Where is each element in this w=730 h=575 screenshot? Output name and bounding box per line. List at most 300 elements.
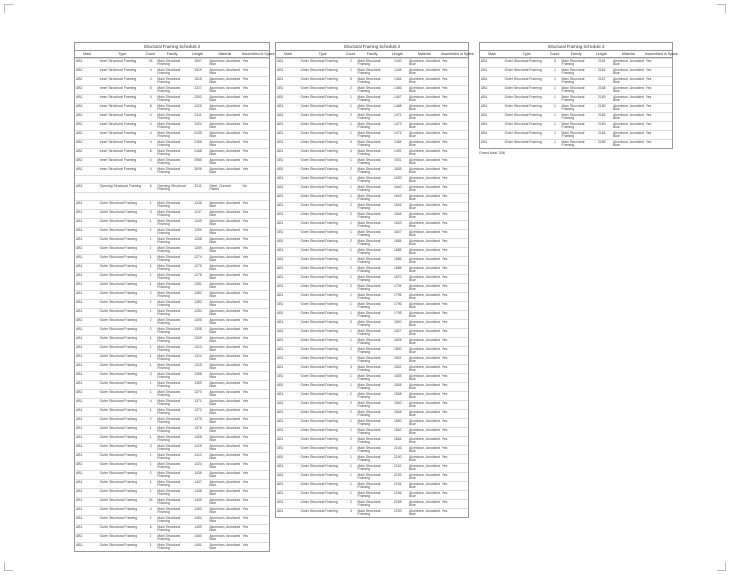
cell-type: Outer Structural Framing xyxy=(99,326,137,331)
cell-count: 1 xyxy=(349,103,352,108)
cell-mark: AB1 xyxy=(481,85,488,90)
cell-length: 1798 xyxy=(393,310,402,315)
table-row xyxy=(276,184,468,193)
cell-count: 2 xyxy=(149,317,152,322)
cell-count: 1 xyxy=(349,157,352,162)
cell-length: 1376 xyxy=(194,425,202,430)
cell-count: 1 xyxy=(349,427,352,432)
cell-mark: AB1 xyxy=(481,103,488,108)
cell-assembled: Yes xyxy=(242,209,249,214)
cell-length: 2167 xyxy=(597,76,606,81)
cell-family: Main Structural Framing xyxy=(157,407,181,416)
cell-material: Aluminum, Anodized Blue xyxy=(209,515,241,524)
cell-length: 1275 xyxy=(194,263,202,268)
cell-assembled: Yes xyxy=(645,121,652,126)
cell-length: 1688 xyxy=(393,265,402,270)
cell-type: Outer Structural Framing xyxy=(99,362,137,367)
table-row xyxy=(276,490,468,499)
cell-material: Aluminum, Anodized Blue xyxy=(409,76,440,85)
table-row xyxy=(75,183,269,192)
cell-material: Aluminum, Anodized Blue xyxy=(209,236,241,245)
cell-length: 1309 xyxy=(194,335,202,340)
cell-mark: AB1 xyxy=(277,382,284,387)
cell-type: Outer Structural Framing xyxy=(99,488,137,493)
cell-material: Aluminum, Anodized Blue xyxy=(613,76,644,85)
cell-assembled: Yes xyxy=(441,283,448,288)
cell-family: Main Structural Framing xyxy=(157,443,181,452)
table-row xyxy=(75,515,269,524)
cell-family: Main Structural Framing xyxy=(357,328,381,337)
cell-material: Aluminum, Anodized Blue xyxy=(209,85,241,94)
cell-family: Main Structural Framing xyxy=(157,254,181,263)
cell-material: Aluminum, Anodized Blue xyxy=(409,94,440,103)
header-length: Length xyxy=(595,52,607,56)
cell-mark: AB2 xyxy=(76,139,83,144)
cell-type: Outer Structural Framing xyxy=(300,112,338,117)
cell-assembled: Yes xyxy=(441,463,448,468)
cell-family: Main Structural Framing xyxy=(157,353,181,362)
cell-length: 1519 xyxy=(194,67,202,72)
table-row xyxy=(276,103,468,112)
cell-length: 1531 xyxy=(393,157,402,162)
cell-count: 1 xyxy=(553,112,556,117)
cell-length: 2184 xyxy=(597,130,606,135)
cell-type: Outer Structural Framing xyxy=(300,337,338,342)
cell-family: Main Structural Framing xyxy=(157,362,181,371)
cell-count: 1 xyxy=(349,220,352,225)
cell-mark: AB1 xyxy=(76,479,83,484)
cell-type: Outer Structural Framing xyxy=(99,425,137,430)
cell-material: Aluminum, Anodized Blue xyxy=(613,121,644,130)
cell-type xyxy=(99,177,145,184)
cell-mark: AB1 xyxy=(277,355,284,360)
cell-material: Aluminum, Anodized Blue xyxy=(209,254,241,263)
cell-family: Main Structural Framing xyxy=(357,400,381,409)
cell-family: Main Structural Framing xyxy=(157,67,181,76)
cell-assembled: Yes xyxy=(441,427,448,432)
cell-material: Aluminum, Anodized Blue xyxy=(613,85,644,94)
cell-family: Main Structural Framing xyxy=(157,434,181,443)
cell-length: 1831 xyxy=(393,355,402,360)
cell-count: 2 xyxy=(149,326,152,331)
cell-count: 1 xyxy=(149,488,152,493)
cell-type: Outer Structural Framing xyxy=(300,58,338,63)
table-row xyxy=(75,157,269,166)
cell-mark: AB1 xyxy=(277,139,284,144)
cell-count: 3 xyxy=(349,508,352,513)
cell-type: Inner Structural Framing xyxy=(99,94,137,99)
cell-count: 2 xyxy=(349,436,352,441)
cell-type: Outer Structural Framing xyxy=(99,470,137,475)
cell-assembled: Yes xyxy=(441,157,448,162)
cell-assembled: Yes xyxy=(242,326,249,331)
cell-material: Aluminum, Anodized Blue xyxy=(409,85,440,94)
cell-type: Outer Structural Framing xyxy=(300,76,338,81)
cell-length: 2435 xyxy=(194,130,202,135)
cell-assembled: Yes xyxy=(645,85,652,90)
cell-mark: AB1 xyxy=(277,292,284,297)
cell-count: 1 xyxy=(349,121,352,126)
cell-count: 5 xyxy=(349,76,352,81)
cell-type: Outer Structural Framing xyxy=(300,427,338,432)
cell-type: Outer Structural Framing xyxy=(99,209,137,214)
table-row xyxy=(480,121,672,130)
cell-material: Aluminum, Anodized Blue xyxy=(209,398,241,407)
cell-type: Outer Structural Framing xyxy=(300,508,338,513)
cell-count: 1 xyxy=(149,425,152,430)
cell-material: Aluminum, Anodized Blue xyxy=(409,319,440,328)
cell-type: Outer Structural Framing xyxy=(300,364,338,369)
cell-type: Outer Structural Framing xyxy=(300,454,338,459)
table-row xyxy=(276,58,468,67)
cell-mark: AB1 xyxy=(277,148,284,153)
cell-type: Outer Structural Framing xyxy=(99,263,137,268)
cell-type: Outer Structural Framing xyxy=(300,274,338,279)
cell-length: 1796 xyxy=(393,301,402,306)
cell-mark: AB1 xyxy=(277,220,284,225)
crop-mark-bottom-left xyxy=(4,562,13,571)
cell-family: Main Structural Framing xyxy=(157,389,181,398)
cell-assembled: Yes xyxy=(441,202,448,207)
cell-family xyxy=(156,177,187,184)
cell-family: Main Structural Framing xyxy=(157,103,181,112)
cell-count: 1 xyxy=(349,184,352,189)
cell-count: 1 xyxy=(553,103,556,108)
table-row xyxy=(75,443,269,452)
cell-count: 1 xyxy=(553,76,556,81)
cell-family: Main Structural Framing xyxy=(157,290,181,299)
cell-mark: AB1 xyxy=(76,488,83,493)
cell-mark: AB1 xyxy=(277,337,284,342)
cell-type: Outer Structural Framing xyxy=(504,130,542,135)
cell-family: Main Structural Framing xyxy=(357,481,381,490)
cell-family: Main Structural Framing xyxy=(357,319,381,328)
table-row xyxy=(276,94,468,103)
cell-count: 4 xyxy=(149,506,152,511)
cell-family: Main Structural Framing xyxy=(357,265,381,274)
cell-material: Aluminum, Anodized Blue xyxy=(209,67,241,76)
cell-assembled: Yes xyxy=(242,416,249,421)
cell-assembled: No xyxy=(242,183,247,188)
cell-assembled: Yes xyxy=(441,148,448,153)
cell-assembled: Yes xyxy=(441,184,448,189)
cell-assembled: Yes xyxy=(242,515,249,520)
cell-mark: AB1 xyxy=(76,461,83,466)
header-material: Material xyxy=(417,52,431,56)
cell-mark: AB2 xyxy=(76,94,83,99)
cell-assembled: Yes xyxy=(441,139,448,144)
cell-assembled: Yes xyxy=(242,470,249,475)
cell-family: Main Structural Framing xyxy=(357,463,381,472)
cell-count: 4 xyxy=(149,157,152,162)
cell-type: Outer Structural Framing xyxy=(300,481,338,486)
cell-mark: AB1 xyxy=(76,227,83,232)
table-row xyxy=(276,400,468,409)
cell-mark: AB1 xyxy=(76,398,83,403)
cell-count: 1 xyxy=(149,335,152,340)
cell-assembled: Yes xyxy=(242,506,249,511)
cell-type: Outer Structural Framing xyxy=(99,443,137,448)
cell-assembled: Yes xyxy=(242,380,249,385)
cell-count: 1 xyxy=(149,461,152,466)
cell-assembled: Yes xyxy=(645,130,652,135)
cell-count: 24 xyxy=(148,58,153,63)
cell-material: Aluminum, Anodized Blue xyxy=(409,355,440,364)
cell-material: Aluminum, Anodized Blue xyxy=(409,373,440,382)
cell-length: 1492 xyxy=(393,148,402,153)
cell-type: Outer Structural Framing xyxy=(300,184,338,189)
cell-assembled: Yes xyxy=(441,85,448,90)
cell-mark: AB1 xyxy=(277,112,284,117)
cell-type: Outer Structural Framing xyxy=(300,211,338,216)
cell-mark: AB1 xyxy=(76,353,83,358)
cell-mark: AB2 xyxy=(76,166,83,171)
cell-count: 4 xyxy=(149,139,152,144)
cell-length: 1838 xyxy=(393,391,402,396)
cell-length: 1646 xyxy=(393,211,402,216)
cell-type: Outer Structural Framing xyxy=(300,220,338,225)
cell-length: 1461 xyxy=(194,542,202,547)
cell-material: Aluminum, Anodized Blue xyxy=(409,130,440,139)
cell-assembled: Yes xyxy=(242,200,249,205)
cell-type: Outer Structural Framing xyxy=(504,112,542,117)
header-length: Length xyxy=(191,52,203,56)
cell-type: Outer Structural Framing xyxy=(99,515,137,520)
header-mark: Mark xyxy=(83,52,92,56)
cell-type: Outer Structural Framing xyxy=(300,346,338,351)
table-row xyxy=(276,319,468,328)
cell-assembled: Yes xyxy=(242,166,249,171)
cell-length: 1424 xyxy=(194,461,202,466)
cell-count: 2 xyxy=(349,85,352,90)
cell-type: Outer Structural Framing xyxy=(99,200,137,205)
cell-type: Outer Structural Framing xyxy=(300,139,338,144)
cell-length: 1454 xyxy=(393,76,402,81)
cell-material: Aluminum, Anodized Blue xyxy=(209,362,241,371)
cell-family: Main Structural Framing xyxy=(157,371,181,380)
cell-assembled xyxy=(242,194,269,201)
cell-count: 1 xyxy=(553,85,556,90)
cell-type xyxy=(99,194,145,201)
cell-material: Aluminum, Anodized Blue xyxy=(409,148,440,157)
cell-material: Aluminum, Anodized Blue xyxy=(209,524,241,533)
cell-count: 1 xyxy=(349,454,352,459)
spacer-row xyxy=(75,175,269,183)
cell-type: Outer Structural Framing xyxy=(504,94,542,99)
cell-mark: AB1 xyxy=(277,283,284,288)
cell-type: Inner Structural Framing xyxy=(99,76,137,81)
cell-family: Main Structural Framing xyxy=(357,184,381,193)
header-type: Type xyxy=(118,52,127,56)
cell-length: 2183 xyxy=(597,121,606,126)
cell-mark xyxy=(75,194,99,201)
cell-assembled: Yes xyxy=(242,479,249,484)
cell-length: 2154 xyxy=(393,481,402,486)
cell-mark: AB1 xyxy=(277,373,284,378)
cell-family: Main Structural Framing xyxy=(157,326,181,335)
cell-material: Aluminum, Anodized Blue xyxy=(209,461,241,470)
cell-type: Outer Structural Framing xyxy=(300,157,338,162)
table-row xyxy=(276,436,468,445)
cell-length: 1670 xyxy=(393,274,402,279)
cell-assembled: Yes xyxy=(441,220,448,225)
cell-count: 1 xyxy=(349,463,352,468)
cell-material: Aluminum, Anodized Blue xyxy=(613,103,644,112)
cell-count: 2 xyxy=(349,58,352,63)
cell-length: 2153 xyxy=(393,472,402,477)
cell-family: Main Structural Framing xyxy=(157,85,181,94)
cell-material: Aluminum, Anodized Blue xyxy=(209,506,241,515)
cell-mark: AB1 xyxy=(277,211,284,216)
cell-length: 2227 xyxy=(194,85,202,90)
cell-length xyxy=(188,177,209,184)
cell-family: Main Structural Framing xyxy=(357,148,381,157)
cell-material: Aluminum, Anodized Blue xyxy=(209,335,241,344)
cell-count: 1 xyxy=(553,130,556,135)
header-assembled: Assembled in Space xyxy=(241,52,275,56)
cell-assembled: Yes xyxy=(645,67,652,72)
table-row xyxy=(75,308,269,317)
cell-length: 2152 xyxy=(393,463,402,468)
cell-length: 2411 xyxy=(194,112,202,117)
table-row xyxy=(75,371,269,380)
table-row xyxy=(276,67,468,76)
cell-type: Outer Structural Framing xyxy=(99,497,137,502)
cell-length: 1827 xyxy=(393,328,402,333)
cell-count: 1 xyxy=(149,515,152,520)
cell-material: Aluminum, Anodized Blue xyxy=(409,157,440,166)
cell-length: 1408 xyxy=(194,434,202,439)
cell-length: 1308 xyxy=(194,326,202,331)
cell-count: 8 xyxy=(149,103,152,108)
cell-length: 1686 xyxy=(393,256,402,261)
cell-material: Aluminum, Anodized Blue xyxy=(409,418,440,427)
cell-type: Inner Structural Framing xyxy=(99,166,137,171)
cell-length: 1515 xyxy=(194,76,202,81)
cell-length: 1281 xyxy=(194,281,202,286)
table-row xyxy=(75,353,269,362)
table-row xyxy=(75,398,269,407)
cell-type: Outer Structural Framing xyxy=(99,353,137,358)
cell-material: Aluminum, Anodized Blue xyxy=(409,229,440,238)
cell-assembled: Yes xyxy=(441,310,448,315)
table-row xyxy=(276,337,468,346)
table-row xyxy=(75,407,269,416)
cell-assembled: Yes xyxy=(242,85,249,90)
table-body xyxy=(479,58,673,149)
table-row xyxy=(75,200,269,209)
cell-length: 2180 xyxy=(597,103,606,108)
cell-family: Main Structural Framing xyxy=(157,112,181,121)
cell-count: 1 xyxy=(349,292,352,297)
cell-count: 1 xyxy=(149,362,152,367)
cell-length: 1246 xyxy=(194,200,202,205)
cell-material: Aluminum, Anodized Blue xyxy=(409,454,440,463)
cell-family: Main Structural Framing xyxy=(157,398,181,407)
cell-count: 2 xyxy=(149,290,152,295)
cell-assembled: Yes xyxy=(441,436,448,441)
cell-type: Outer Structural Framing xyxy=(300,103,338,108)
cell-material: Aluminum, Anodized Blue xyxy=(209,121,241,130)
cell-length: 1466 xyxy=(393,85,402,90)
table-row xyxy=(276,76,468,85)
cell-type: Outer Structural Framing xyxy=(99,407,137,412)
cell-family: Main Structural Framing xyxy=(357,121,381,130)
cell-count: 1 xyxy=(349,193,352,198)
cell-family: Main Structural Framing xyxy=(357,67,381,76)
cell-length: 1284 xyxy=(194,308,202,313)
cell-length: 2185 xyxy=(597,139,606,144)
cell-family: Main Structural Framing xyxy=(357,409,381,418)
cell-assembled: Yes xyxy=(441,229,448,234)
table-row xyxy=(276,292,468,301)
cell-count: 3 xyxy=(349,364,352,369)
cell-material: Aluminum, Anodized Blue xyxy=(209,497,241,506)
cell-type: Outer Structural Framing xyxy=(300,409,338,414)
cell-family: Main Structural Framing xyxy=(357,355,381,364)
table-row xyxy=(276,211,468,220)
cell-family: Main Structural Framing xyxy=(357,436,381,445)
cell-material: Aluminum, Anodized Blue xyxy=(209,290,241,299)
cell-assembled: Yes xyxy=(242,371,249,376)
cell-type: Outer Structural Framing xyxy=(300,328,338,333)
cell-mark: AB1 xyxy=(277,229,284,234)
header-row xyxy=(479,51,678,58)
cell-material: Aluminum, Anodized Blue xyxy=(209,245,241,254)
table-row xyxy=(276,346,468,355)
cell-assembled: Yes xyxy=(242,299,249,304)
cell-family: Main Structural Framing xyxy=(157,94,181,103)
cell-type: Outer Structural Framing xyxy=(99,416,137,421)
cell-family: Main Structural Framing xyxy=(357,220,381,229)
table-row xyxy=(276,157,468,166)
cell-family: Main Structural Framing xyxy=(157,416,181,425)
header-material: Material xyxy=(218,52,232,56)
cell-length: 1640 xyxy=(393,184,402,189)
table-row xyxy=(75,121,269,130)
cell-length: 1415 xyxy=(194,443,202,448)
cell-material xyxy=(208,177,241,184)
cell-type: Outer Structural Framing xyxy=(300,499,338,504)
table-row xyxy=(75,254,269,263)
cell-type: Outer Structural Framing xyxy=(504,85,542,90)
cell-count: 1 xyxy=(149,272,152,277)
cell-type: Outer Structural Framing xyxy=(300,373,338,378)
table-row xyxy=(75,130,269,139)
cell-mark: AB1 xyxy=(277,85,284,90)
cell-assembled: Yes xyxy=(242,94,249,99)
cell-count: 1 xyxy=(349,481,352,486)
cell-family: Main Structural Framing xyxy=(357,337,381,346)
cell-family: Main Structural Framing xyxy=(157,148,181,157)
cell-count: 2 xyxy=(349,166,352,171)
cell-material: Aluminum, Anodized Blue xyxy=(209,112,241,121)
cell-family: Main Structural Framing xyxy=(561,103,585,112)
cell-count: 1 xyxy=(553,94,556,99)
table-row xyxy=(75,103,269,112)
cell-type: Outer Structural Framing xyxy=(300,85,338,90)
cell-family: Main Structural Framing xyxy=(357,58,381,67)
cell-assembled: Yes xyxy=(242,533,249,538)
cell-assembled: Yes xyxy=(441,490,448,495)
cell-assembled: Yes xyxy=(242,236,249,241)
cell-material: Aluminum, Anodized Blue xyxy=(409,346,440,355)
cell-material: Aluminum, Anodized Blue xyxy=(409,103,440,112)
cell-mark: AB1 xyxy=(481,76,488,81)
cell-material: Aluminum, Anodized Blue xyxy=(409,112,440,121)
cell-length: 2424 xyxy=(194,121,202,126)
cell-assembled: Yes xyxy=(242,245,249,250)
